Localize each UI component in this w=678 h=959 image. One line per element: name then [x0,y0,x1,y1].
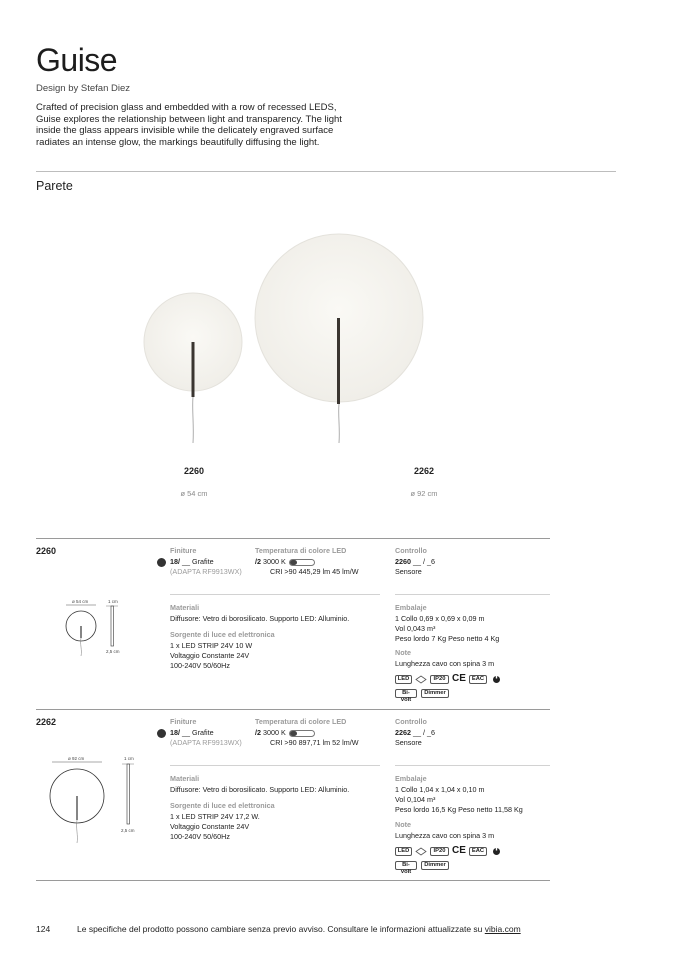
control-type: Sensore [395,567,422,576]
divider [36,171,616,172]
ce-mark: CE [452,845,466,856]
label-materials: Materiali [170,774,200,783]
drawing-diameter: ø 54 cm [72,599,89,604]
page-number: 124 [36,924,51,934]
certification-badges [395,675,515,701]
divider [36,709,550,710]
drawing-bottom: 2,5 cm [106,649,120,654]
materials-text: Diffusore: Vetro di borosilicato. Supporto LED: Alluminio. [170,614,350,623]
gallery-code-2260: 2260 [183,466,205,476]
lamp-2262-image [255,234,423,443]
dimmer-badge: Dimmer [421,861,449,870]
divider [36,880,550,881]
intro-line: inside the glass appears invisible while the delicately engraved surface [36,125,334,136]
label-finishes: Finiture [170,546,197,555]
notes-text: Lunghezza cavo con spina 3 m [395,659,495,668]
finish-row: 18/ __ Grafite [157,557,214,567]
label-materials: Materiali [170,603,200,612]
drawing-diameter: ø 92 cm [68,756,85,761]
finish-adapter: (ADAPTA RF9913WX) [170,738,242,747]
finish-row: 18/ __ Grafite [157,728,214,738]
led-badge: LED [395,847,412,856]
ip20-badge: IP20 [430,847,449,856]
lamp-gallery [130,230,460,445]
section-title: Parete [36,179,73,193]
footer-text: Le specifiche del prodotto possono cambiare senza previo avviso. Consultare le informazioni attualizzate su [77,924,485,934]
notes-text: Lunghezza cavo con spina 3 m [395,831,495,840]
product-code: 2262 [36,717,57,727]
drawing-bottom: 2,5 cm [121,828,135,833]
ce-mark: CE [452,673,466,684]
drawing-depth: 1 cm [108,599,118,604]
led-badge: LED [395,675,412,684]
label-packaging: Embalaje [395,603,427,612]
footer-disclaimer [77,924,521,934]
intro-line: radiates an intense glow, the markings beautifully diffusing the light. [36,136,320,148]
finish-swatch [157,558,166,567]
gallery-code-2262: 2262 [413,466,435,476]
temp-row: /2 3000 K [255,557,315,567]
finish-adapter: (ADAPTA RF9913WX) [170,567,242,576]
finish-swatch [157,729,166,738]
temp-detail: CRI >90 445,29 lm 45 lm/W [270,567,359,576]
divider [395,765,550,766]
intro-text [36,102,376,148]
label-control: Controllo [395,717,427,726]
label-light-source: Sorgente di luce ed elettronica [170,801,275,810]
gallery-dim-2262: ø 92 cm [410,489,438,498]
materials-text: Diffusore: Vetro di borosilicato. Supporto LED: Alluminio. [170,785,350,794]
control-type: Sensore [395,738,422,747]
label-light-source: Sorgente di luce ed elettronica [170,630,275,639]
label-packaging: Embalaje [395,774,427,783]
temp-detail: CRI >90 897,71 lm 52 lm/W [270,738,359,747]
packaging-text: 1 Collo 1,04 x 1,04 x 0,10 m Vol 0,104 m³ Peso lordo 16,5 Kg Peso netto 11,58 Kg [395,785,523,814]
website-link[interactable]: vibia.com [484,924,521,934]
divider [36,538,550,539]
divider [170,594,380,595]
certification-badges [395,847,515,873]
intro-line: Guise explores the relationship between light and transparency. The light [36,113,342,125]
eac-badge: EAC [469,847,487,856]
gallery-dim-2260: ø 54 cm [180,489,208,498]
drawing-depth: 1 cm [124,756,134,761]
source-text: 1 x LED STRIP 24V 17,2 W. Voltaggio Constante 24V 100-240V 50/60Hz [170,812,260,841]
bivolt-badge: Bi-volt [395,689,417,698]
label-color-temp: Temperatura di colore LED [255,717,347,726]
temp-row: /2 3000 K [255,728,315,738]
control-row: 2260 __ / _6 [395,557,435,566]
control-row: 2262 __ / _6 [395,728,435,737]
label-notes: Note [395,820,411,829]
dimmer-slider-icon [289,559,315,566]
intro-line: Crafted of precision glass and embedded with a row of recessed LEDS, [36,102,337,113]
class-symbol-icon [415,675,427,684]
dimmer-badge: Dimmer [421,689,449,698]
plug-icon [492,847,501,856]
bivolt-badge: Bi-volt [395,861,417,870]
label-notes: Note [395,648,411,657]
class-symbol-icon [415,847,427,856]
plug-icon [492,675,501,684]
ip20-badge: IP20 [430,675,449,684]
label-color-temp: Temperatura di colore LED [255,546,347,555]
divider [170,765,380,766]
lamp-2260-image [144,293,242,443]
technical-drawing-2260 [58,596,138,658]
label-control: Controllo [395,546,427,555]
label-finishes: Finiture [170,717,197,726]
dimmer-slider-icon [289,730,315,737]
designer-credit: Design by Stefan Diez [36,83,130,94]
source-text: 1 x LED STRIP 24V 10 W Voltaggio Constante 24V 100-240V 50/60Hz [170,641,253,670]
eac-badge: EAC [469,675,487,684]
divider [395,594,550,595]
product-code: 2260 [36,546,57,556]
page-title: Guise [36,42,118,78]
packaging-text: 1 Collo 0,69 x 0,69 x 0,09 m Vol 0,043 m³ Peso lordo 7 Kg Peso netto 4 Kg [395,614,500,643]
